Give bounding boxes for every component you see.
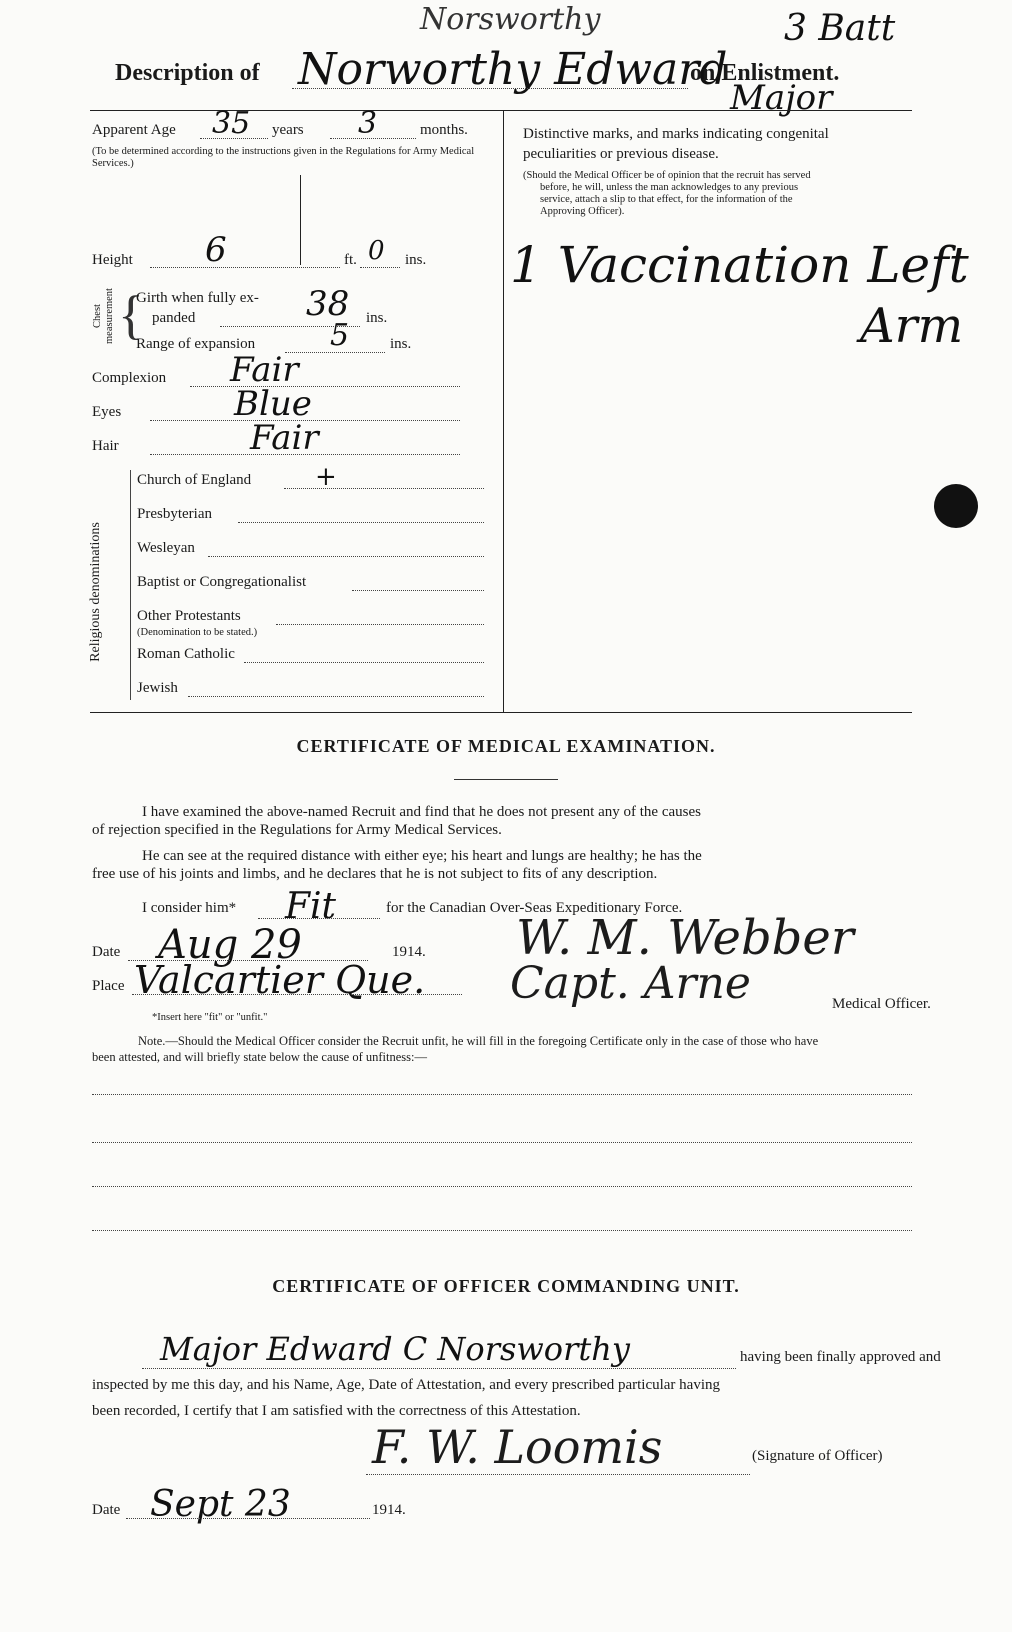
unfitness-line [92,1142,912,1143]
commanding-date-value: Sept 23 [150,1484,291,1525]
marks-note-3: service, attach a slip to that effect, for the information of the [540,194,793,205]
religion-bracket [130,470,131,700]
religion-item: Other Protestants [137,608,241,624]
ft-label: ft. [344,252,357,268]
height-ft: 6 [205,230,227,270]
medical-date-label: Date [92,944,121,960]
commanding-line1: having been finally approved and [740,1349,941,1365]
consider-line [258,918,380,919]
marks-label-1: Distinctive marks, and marks indicating congenital [523,126,829,142]
medical-officer-label: Medical Officer. [832,996,931,1012]
marks-note-4: Approving Officer). [540,206,625,217]
years-label: years [272,122,304,138]
religion-line [352,590,484,591]
religion-line [208,556,484,557]
hair-label: Hair [92,438,119,454]
age-years: 35 [212,106,251,141]
age-note: (To be determined according to the instructions given in the Regulations for Army Medical Services.) [92,146,475,169]
range-line [285,352,385,353]
range-unit: ins. [390,336,412,352]
age-label: Apparent Age [92,122,176,138]
marks-value-1: 1 Vaccination Left [510,236,969,294]
medical-heading-ornament [454,779,558,780]
medical-date-value: Aug 29 [158,922,302,968]
consider-value: Fit [285,886,336,927]
column-divider [503,110,504,712]
column-tick [300,175,301,265]
medical-signature-2: Capt. Arne [510,958,751,1009]
age-months: 3 [358,106,378,141]
religion-line [276,624,484,625]
religion-item: Jewish [137,680,178,696]
marks-label-2: peculiarities or previous disease. [523,146,719,162]
complexion-value: Fair [230,350,299,390]
place-value: Valcartier Que. [134,958,426,1002]
age-years-line [200,138,268,139]
religion-line [238,522,484,523]
complexion-label: Complexion [92,370,167,386]
religion-line [188,696,484,697]
note-line2: been attested, and will briefly state below the cause of unfitness:— [92,1050,427,1064]
religion-item: Church of England [137,472,252,488]
church-of-england-mark: + [315,462,337,492]
religion-item: Baptist or Congregationalist [137,574,307,590]
girth-label-1: Girth when fully ex- [136,290,259,306]
medical-para1-line2: of rejection specified in the Regulations for Army Medical Services. [92,822,502,838]
force-text: for the Canadian Over-Seas Expeditionary Force. [386,900,683,916]
medical-para2-line1: He can see at the required distance with either eye; his heart and lungs are healthy; he has the [142,848,702,864]
title-suffix: on Enlistment. [690,60,840,86]
medical-para2-line2: free use of his joints and limbs, and he declares that he is not subject to fits of any description. [92,866,658,882]
height-label: Height [92,252,133,268]
marks-note-2: before, he will, unless the man acknowledges to any previous [540,182,799,193]
complexion-line [190,386,460,387]
commanding-name-line [142,1368,736,1369]
name-correction: Norsworthy [420,2,601,37]
commanding-date-year: 1914. [372,1502,406,1518]
rank-note: Major [730,78,833,118]
marks-value-2: Arm [860,298,964,354]
eyes-value: Blue [234,384,312,424]
medical-heading: CERTIFICATE OF MEDICAL EXAMINATION. [296,736,716,756]
note-line1: Note.—Should the Medical Officer consider the Recruit unfit, he will fill in the foregoing Certificate only in the case of those who have [138,1034,819,1048]
marks-note-1: (Should the Medical Officer be of opinion that the recruit has served [523,170,811,181]
consider-label: I consider him* [142,900,237,916]
chest-brace: { [118,285,144,345]
unit-note: 3 Batt [784,8,896,49]
section-rule [90,712,912,713]
range-value: 5 [330,318,350,353]
punch-hole [934,484,978,528]
commanding-name: Major Edward C Norsworthy [160,1330,630,1368]
religion-other-note: (Denomination to be stated.) [137,627,258,638]
commanding-line2: inspected by me this day, and his Name, Age, Date of Attestation, and every prescribed particular having [92,1377,721,1393]
girth-label-2: panded [152,310,196,326]
height-ft-line [150,267,340,268]
hair-value: Fair [250,418,319,458]
commanding-signature-line [366,1474,750,1475]
religion-item: Roman Catholic [137,646,235,662]
eyes-label: Eyes [92,404,122,420]
commanding-line3: been recorded, I certify that I am satisfied with the correctness of this Attestation. [92,1403,581,1419]
commanding-heading: CERTIFICATE OF OFFICER COMMANDING UNIT. [272,1276,740,1296]
medical-para1-line1: I have examined the above-named Recruit and find that he does not present any of the causes [142,804,701,820]
religion-item: Wesleyan [137,540,195,556]
unfitness-line [92,1094,912,1095]
unfitness-line [92,1230,912,1231]
religion-line [244,662,484,663]
religion-label: Religious denominations [88,522,103,662]
commanding-date-label: Date [92,1502,121,1518]
medical-date-year: 1914. [392,944,426,960]
recruit-name: Norworthy Edward [298,44,728,95]
range-label: Range of expansion [136,336,256,352]
commanding-signature: F. W. Loomis [372,1420,663,1474]
hair-line [150,454,460,455]
girth-value: 38 [306,284,350,324]
religion-line [284,488,484,489]
religion-item: Presbyterian [137,506,212,522]
unfitness-line [92,1186,912,1187]
place-label: Place [92,978,125,994]
chest-label: Chest measurement [92,288,115,344]
age-months-line [330,138,416,139]
height-ins: 0 [368,236,385,266]
girth-unit: ins. [366,310,388,326]
place-line [132,994,462,995]
title-prefix: Description of [115,60,260,86]
height-ins-line [360,267,400,268]
name-line [292,88,688,89]
commanding-date-line [126,1518,370,1519]
months-label: months. [420,122,468,138]
insert-note: *Insert here "fit" or "unfit." [152,1012,268,1023]
medical-signature-1: W. M. Webber [516,910,854,966]
commanding-signature-label: (Signature of Officer) [752,1448,883,1464]
ins-label: ins. [405,252,427,268]
